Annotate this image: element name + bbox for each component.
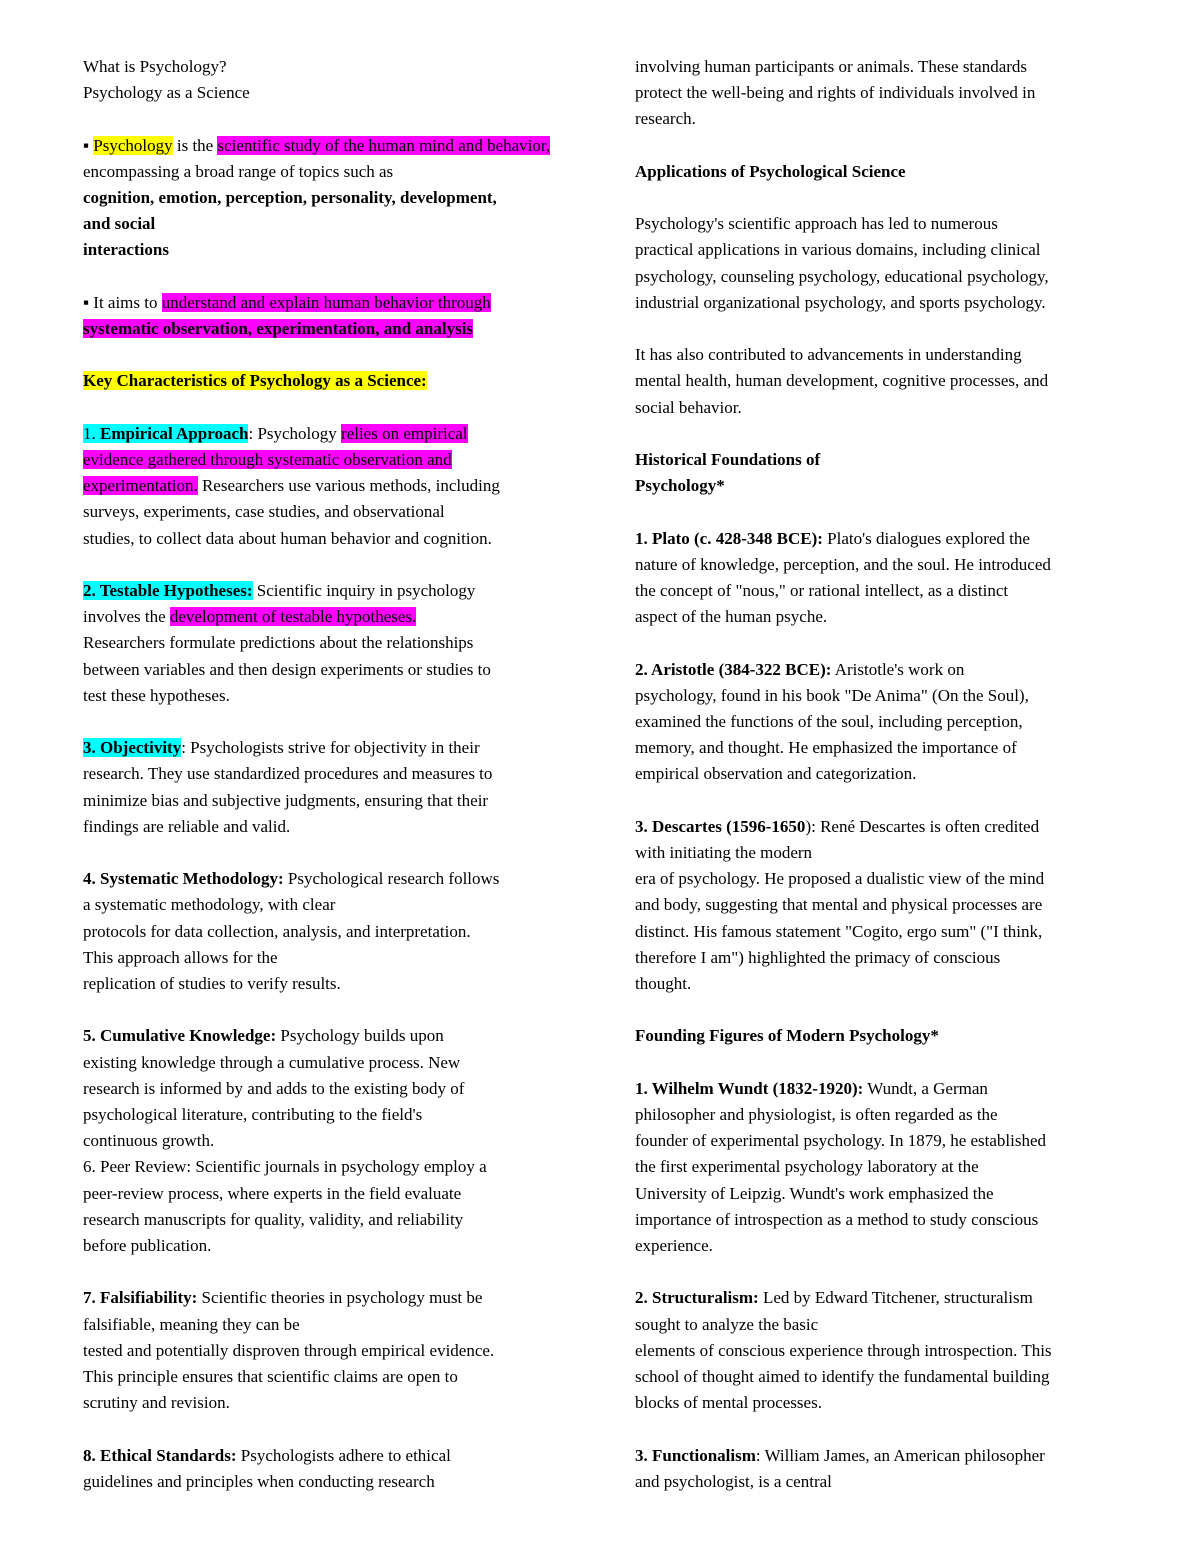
- topics-line: interactions: [83, 240, 169, 260]
- item-ethical: 8. Ethical Standards: Psychologists adhere to ethical: [83, 1445, 451, 1465]
- item-functionalism: 3. Functionalism: William James, an American philosopher: [635, 1445, 1045, 1465]
- item-systematic: 4. Systematic Methodology: Psychological research follows: [83, 869, 500, 889]
- bullet-icon: ▪: [83, 135, 90, 155]
- item-structuralism: 2. Structuralism: Led by Edward Titchener, structuralism: [635, 1288, 1033, 1308]
- empirical-label: 1. Empirical Approach: [83, 423, 249, 443]
- left-column: What is Psychology? Psychology as a Science ▪ Psychology is the scientific study of the human mind and behavior, encompassing a broad range of topics such as cognition, emotion, perception, personality, development, and social interactions ▪ It aims to understand and explain human behavior through systematic observation, experimentation, and analysis Key Characteristics of Psychology as a Science: 1. Empirical Approach: Psychology relies on empirical evidence gathered through systematic observation and experimentation. Researchers use various methods, including surveys, experiments, case studies, and observational studies, to collect data about human behavior and cognition. 2. Testable Hypotheses: Scientific inquiry in psychology involves the development of testable hypotheses. Researchers formulate predictions about the relationships between variables and then design experiments or studies to test these hypotheses. 3. Objectivity: Psychologists strive for objectivity in their research. They use standardized procedures and measures to minimize bias and subjective judgments, ensuring that their findings are reliable and valid. 4. Systematic Methodology: Psychological research follows a systematic methodology, with clear protocols for data collection, analysis, and interpretation. This approach allows for the replication of studies to verify results. 5. Cumulative Knowledge: Psychology builds upon existing knowledge through a cumulative process. New research is informed by and adds to the existing body of psychological literature, contributing to the field's continuous growth. 6. Peer Review: Scientific journals in psychology employ a peer-review process, where experts in the field evaluate research manuscripts for quality, validity, and reliability before publication. 7. Falsifiability: Scientific theories in psychology must be falsifiable, meaning they can be tested and potentially disproven through empirical evidence. This principle ensures that scientific claims are open to scrutiny and revision. 8. Ethical Standards: Psychologists adhere to ethical guidelines and principles when conducting research: [83, 54, 573, 1495]
- item-peer-review: 6. Peer Review: Scientific journals in psychology employ a: [83, 1157, 487, 1177]
- doc-title: What is Psychology?: [83, 57, 227, 76]
- item-descartes: 3. Descartes (1596-1650): René Descartes is often credited: [635, 816, 1040, 836]
- founding-heading: Founding Figures of Modern Psychology*: [635, 1026, 939, 1046]
- continued-text: involving human participants or animals. These standards: [635, 57, 1028, 76]
- item-wundt: 1. Wilhelm Wundt (1832-1920): Wundt, a German: [635, 1078, 988, 1098]
- contributions-paragraph: It has also contributed to advancements in understanding: [635, 345, 1022, 365]
- item-empirical: 1. Empirical Approach: Psychology relies on empirical: [83, 423, 468, 443]
- definition-highlight: scientific study of the human mind and behavior,: [217, 135, 551, 155]
- applications-heading: Applications of Psychological Science: [635, 161, 906, 181]
- item-hypotheses: 2. Testable Hypotheses: Scientific inquiry in psychology: [83, 580, 476, 600]
- applications-paragraph: Psychology's scientific approach has led to numerous: [635, 214, 998, 234]
- topics-line: and social: [83, 214, 156, 234]
- topics-line: cognition, emotion, perception, personality, development,: [83, 188, 497, 207]
- item-cumulative: 5. Cumulative Knowledge: Psychology builds upon: [83, 1026, 444, 1046]
- bullet-icon: ▪: [83, 292, 90, 312]
- key-heading: Key Characteristics of Psychology as a Science:: [83, 371, 427, 391]
- term-psychology: Psychology: [93, 135, 173, 155]
- right-column: involving human participants or animals. These standards protect the well-being and rights of individuals involved in research. Applications of Psychological Science Psychology's scientific approach has led to numerous practical applications in various domains, including clinical psychology, counseling psychology, educational psychology, industrial organizational psychology, and sports psychology. It has also contributed to advancements in understanding mental health, human development, cognitive processes, and social behavior. Historical Foundations of Psychology* 1. Plato (c. 428-348 BCE): Plato's dialogues explored the nature of knowledge, perception, and the soul. He introduced the concept of "nous," or rational intellect, as a distinct aspect of the human psyche. 2. Aristotle (384-322 BCE): Aristotle's work on psychology, found in his book "De Anima" (On the Soul), examined the functions of the soul, including perception, memory, and thought. He emphasized the importance of empirical observation and categorization. 3. Descartes (1596-1650): René Descartes is often credited with initiating the modern era of psychology. He proposed a dualistic view of the mind and body, suggesting that mental and physical processes are distinct. His famous statement "Cogito, ergo sum" ("I think, therefore I am") highlighted the primacy of conscious thought. Founding Figures of Modern Psychology* 1. Wilhelm Wundt (1832-1920): Wundt, a German philosopher and physiologist, is often regarded as the founder of experimental psychology. In 1879, he established the first experimental psychology laboratory at the University of Leipzig. Wundt's work emphasized the importance of introspection as a method to study conscious experience. 2. Structuralism: Led by Edward Titchener, structuralism sought to analyze the basic elements of conscious experience through introspection. This school of thought aimed to identify the fundamental building blocks of mental processes. 3. Functionalism: William James, an American philosopher and psychologist, is a central: [635, 54, 1125, 1495]
- item-falsifiability: 7. Falsifiability: Scientific theories in psychology must be: [83, 1288, 483, 1308]
- aim-line: systematic observation, experimentation, and analysis: [83, 319, 474, 338]
- doc-subtitle: Psychology as a Science: [83, 83, 250, 103]
- intro-paragraph: ▪ Psychology is the scientific study of the human mind and behavior, encompassing a broad range of topics such as: [83, 135, 551, 181]
- aim-highlight: understand and explain human behavior through: [161, 292, 491, 312]
- aim-paragraph: ▪ It aims to understand and explain human behavior through: [83, 292, 491, 312]
- item-objectivity: 3. Objectivity: Psychologists strive for objectivity in their: [83, 738, 480, 758]
- item-aristotle: 2. Aristotle (384-322 BCE): Aristotle's work on: [635, 659, 965, 679]
- historical-heading: Historical Foundations of: [635, 449, 821, 469]
- item-plato: 1. Plato (c. 428-348 BCE): Plato's dialogues explored the: [635, 528, 1030, 548]
